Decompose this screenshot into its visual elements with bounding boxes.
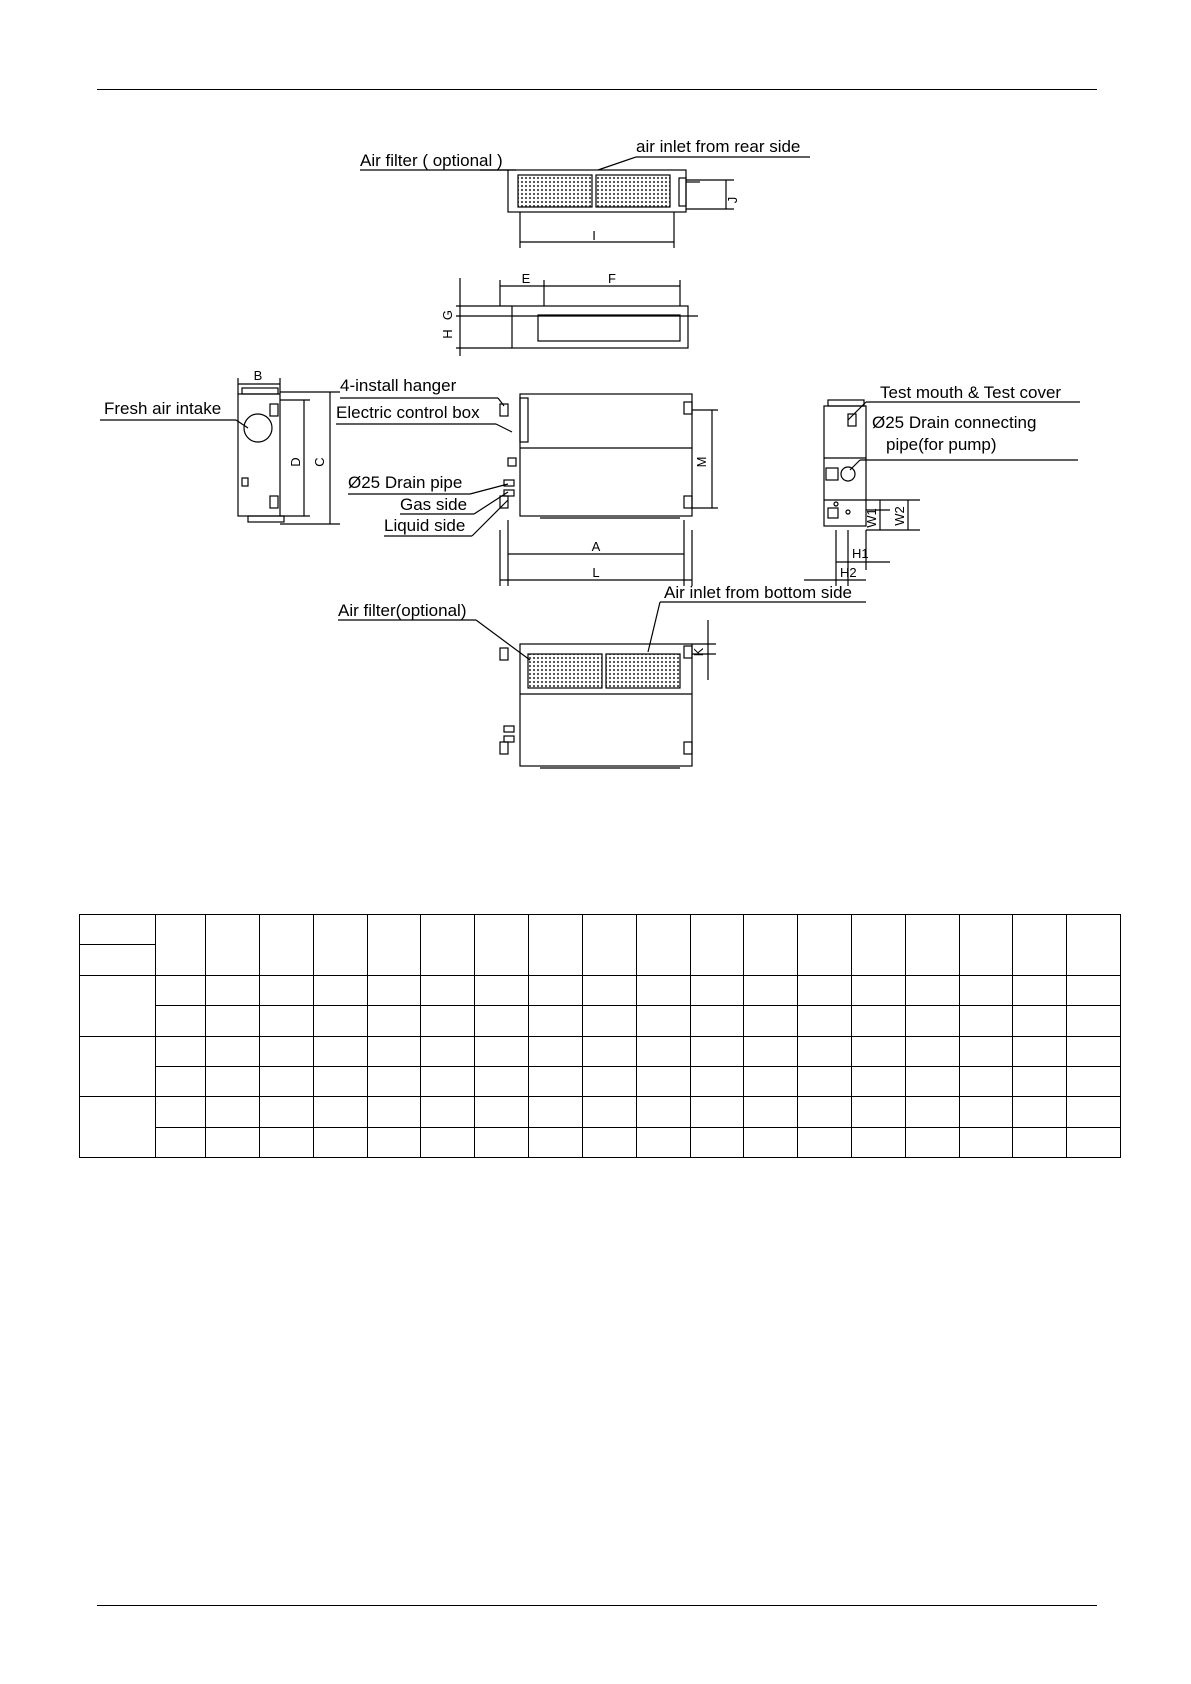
table-cell xyxy=(529,915,583,976)
table-cell xyxy=(636,975,690,1005)
table-cell xyxy=(959,1036,1013,1066)
unit-dimension-drawing xyxy=(0,0,1191,800)
table-cell xyxy=(421,1127,475,1157)
table-cell xyxy=(313,1097,367,1127)
table-cell xyxy=(529,975,583,1005)
table-cell xyxy=(260,1127,314,1157)
table-cell xyxy=(851,1127,905,1157)
table-row xyxy=(80,1036,1121,1066)
table-cell xyxy=(582,1097,636,1127)
table-cell xyxy=(744,1127,798,1157)
table-cell xyxy=(156,1036,206,1066)
table-cell xyxy=(80,945,156,975)
label-test-mouth: Test mouth & Test cover xyxy=(880,383,1062,402)
table-cell xyxy=(1013,975,1067,1005)
table-cell xyxy=(529,1097,583,1127)
label-air-filter-optional: Air filter ( optional ) xyxy=(360,151,503,170)
table-cell xyxy=(260,915,314,976)
dim-g: G xyxy=(440,309,455,321)
table-cell xyxy=(206,975,260,1005)
table-cell xyxy=(1067,1036,1121,1066)
table-cell xyxy=(959,1127,1013,1157)
table-cell xyxy=(798,1036,852,1066)
table-cell xyxy=(80,1097,156,1158)
table-cell xyxy=(313,1006,367,1036)
table-cell xyxy=(421,1066,475,1096)
table-cell xyxy=(367,1127,421,1157)
table-cell xyxy=(959,1066,1013,1096)
table-cell xyxy=(744,1097,798,1127)
table-cell xyxy=(1067,1127,1121,1157)
table-cell xyxy=(905,1006,959,1036)
dim-k: K xyxy=(691,647,706,657)
table-cell xyxy=(690,1097,744,1127)
dim-w2: W2 xyxy=(892,506,907,526)
table-cell xyxy=(905,1036,959,1066)
table-cell xyxy=(582,915,636,976)
table-cell xyxy=(1013,1036,1067,1066)
label-drain-connecting-1: Ø25 Drain connecting xyxy=(872,413,1037,432)
table-cell xyxy=(636,1036,690,1066)
table-cell xyxy=(367,1036,421,1066)
table-cell xyxy=(367,1006,421,1036)
dim-f: F xyxy=(608,271,616,286)
table-cell xyxy=(636,1127,690,1157)
table-cell xyxy=(959,915,1013,976)
table-cell xyxy=(421,1097,475,1127)
table-cell xyxy=(744,1006,798,1036)
table-cell xyxy=(744,975,798,1005)
table-cell xyxy=(80,915,156,945)
footer-rule xyxy=(97,1605,1097,1606)
table-cell xyxy=(475,975,529,1005)
table-cell xyxy=(206,915,260,976)
label-drain-pipe: Ø25 Drain pipe xyxy=(348,473,463,492)
table-cell xyxy=(80,1036,156,1097)
table-cell xyxy=(260,975,314,1005)
table-cell xyxy=(421,1006,475,1036)
table-cell xyxy=(851,915,905,976)
table-row xyxy=(80,915,1121,945)
table-cell xyxy=(851,1006,905,1036)
table-cell xyxy=(475,1036,529,1066)
table-cell xyxy=(529,1066,583,1096)
table-cell xyxy=(905,1127,959,1157)
table-cell xyxy=(421,915,475,976)
table-cell xyxy=(206,1036,260,1066)
table-cell xyxy=(905,1066,959,1096)
table-row xyxy=(80,1097,1121,1127)
table-row xyxy=(80,1066,1121,1096)
table-cell xyxy=(206,1127,260,1157)
table-cell xyxy=(475,1066,529,1096)
bottom-inlet-view xyxy=(338,602,866,768)
rear-inlet-view xyxy=(360,157,810,248)
table-cell xyxy=(798,915,852,976)
table-row xyxy=(80,975,1121,1005)
table-cell xyxy=(475,1127,529,1157)
table-cell xyxy=(260,1006,314,1036)
table-cell xyxy=(636,1097,690,1127)
dim-h2: H2 xyxy=(840,565,857,580)
table-cell xyxy=(475,1097,529,1127)
table-cell xyxy=(851,1036,905,1066)
table-cell xyxy=(959,1097,1013,1127)
label-fresh-air-intake: Fresh air intake xyxy=(104,399,222,418)
table-cell xyxy=(905,915,959,976)
dim-j: J xyxy=(725,196,740,204)
table-cell xyxy=(156,1006,206,1036)
table-cell xyxy=(260,1097,314,1127)
table-cell xyxy=(156,1127,206,1157)
table-cell xyxy=(260,1066,314,1096)
table-cell xyxy=(959,975,1013,1005)
table-cell xyxy=(582,1066,636,1096)
dim-h1: H1 xyxy=(852,546,869,561)
label-install-hanger: 4-install hanger xyxy=(340,376,457,395)
label-air-filter-bottom: Air filter(optional) xyxy=(338,601,467,620)
side-view xyxy=(456,278,698,356)
table-cell xyxy=(313,1066,367,1096)
dimension-table xyxy=(79,914,1121,1158)
table-cell xyxy=(367,975,421,1005)
table-cell xyxy=(798,1066,852,1096)
table-cell xyxy=(1013,915,1067,976)
table-cell xyxy=(1067,1006,1121,1036)
table-cell xyxy=(690,1127,744,1157)
table-cell xyxy=(798,1006,852,1036)
dim-h: H xyxy=(440,329,455,339)
dim-w1: W1 xyxy=(864,508,879,528)
dim-m: M xyxy=(694,456,709,468)
table-cell xyxy=(636,1066,690,1096)
table-cell xyxy=(313,1036,367,1066)
table-cell xyxy=(156,975,206,1005)
table-cell xyxy=(421,1036,475,1066)
table-cell xyxy=(690,1036,744,1066)
table-cell xyxy=(636,915,690,976)
table-cell xyxy=(582,1127,636,1157)
label-drain-connecting-2: pipe(for pump) xyxy=(886,435,997,454)
table-cell xyxy=(421,975,475,1005)
dim-c: C xyxy=(312,457,327,467)
table-row xyxy=(80,1006,1121,1036)
dim-l: L xyxy=(592,565,600,580)
table-cell xyxy=(1013,1066,1067,1096)
table-cell xyxy=(475,915,529,976)
table-cell xyxy=(959,1006,1013,1036)
table-cell xyxy=(744,915,798,976)
table-cell xyxy=(206,1066,260,1096)
table-cell xyxy=(475,1006,529,1036)
table-cell xyxy=(156,1066,206,1096)
table-cell xyxy=(744,1036,798,1066)
table-cell xyxy=(1013,1006,1067,1036)
table-cell xyxy=(1067,1097,1121,1127)
table-cell xyxy=(313,1127,367,1157)
table-cell xyxy=(529,1036,583,1066)
table-cell xyxy=(1067,975,1121,1005)
table-cell xyxy=(690,915,744,976)
table-cell xyxy=(690,1006,744,1036)
table-cell xyxy=(582,975,636,1005)
table-cell xyxy=(529,1006,583,1036)
table-cell xyxy=(1067,1066,1121,1096)
table-cell xyxy=(582,1006,636,1036)
table-cell xyxy=(744,1066,798,1096)
table-cell xyxy=(367,1066,421,1096)
dim-a: A xyxy=(591,539,601,554)
table-cell xyxy=(367,1097,421,1127)
label-gas-side: Gas side xyxy=(400,495,468,514)
table-cell xyxy=(367,915,421,976)
table-cell xyxy=(905,1097,959,1127)
table-cell xyxy=(582,1036,636,1066)
dim-d: D xyxy=(288,457,303,467)
table-cell xyxy=(905,975,959,1005)
label-liquid-side: Liquid side xyxy=(384,516,466,535)
label-air-inlet-bottom: Air inlet from bottom side xyxy=(664,583,853,602)
table-cell xyxy=(1013,1097,1067,1127)
table-cell xyxy=(80,975,156,1036)
table-cell xyxy=(798,975,852,1005)
table-cell xyxy=(636,1006,690,1036)
dim-b: B xyxy=(253,368,263,383)
table-cell xyxy=(313,975,367,1005)
label-electric-control-box: Electric control box xyxy=(336,403,480,422)
table-row xyxy=(80,1127,1121,1157)
table-cell xyxy=(1067,915,1121,976)
table-cell xyxy=(529,1127,583,1157)
label-air-inlet-rear: air inlet from rear side xyxy=(636,137,801,156)
table-cell xyxy=(1013,1127,1067,1157)
table-cell xyxy=(798,1097,852,1127)
table-cell xyxy=(798,1127,852,1157)
table-cell xyxy=(313,915,367,976)
table-cell xyxy=(690,1066,744,1096)
table-cell xyxy=(690,975,744,1005)
table-cell xyxy=(851,975,905,1005)
table-cell xyxy=(260,1036,314,1066)
table-cell xyxy=(206,1006,260,1036)
dim-e: E xyxy=(521,271,531,286)
table-cell xyxy=(851,1066,905,1096)
table-cell xyxy=(206,1097,260,1127)
table-cell xyxy=(851,1097,905,1127)
dim-i: I xyxy=(592,228,596,243)
table-cell xyxy=(156,1097,206,1127)
table-cell xyxy=(156,915,206,976)
